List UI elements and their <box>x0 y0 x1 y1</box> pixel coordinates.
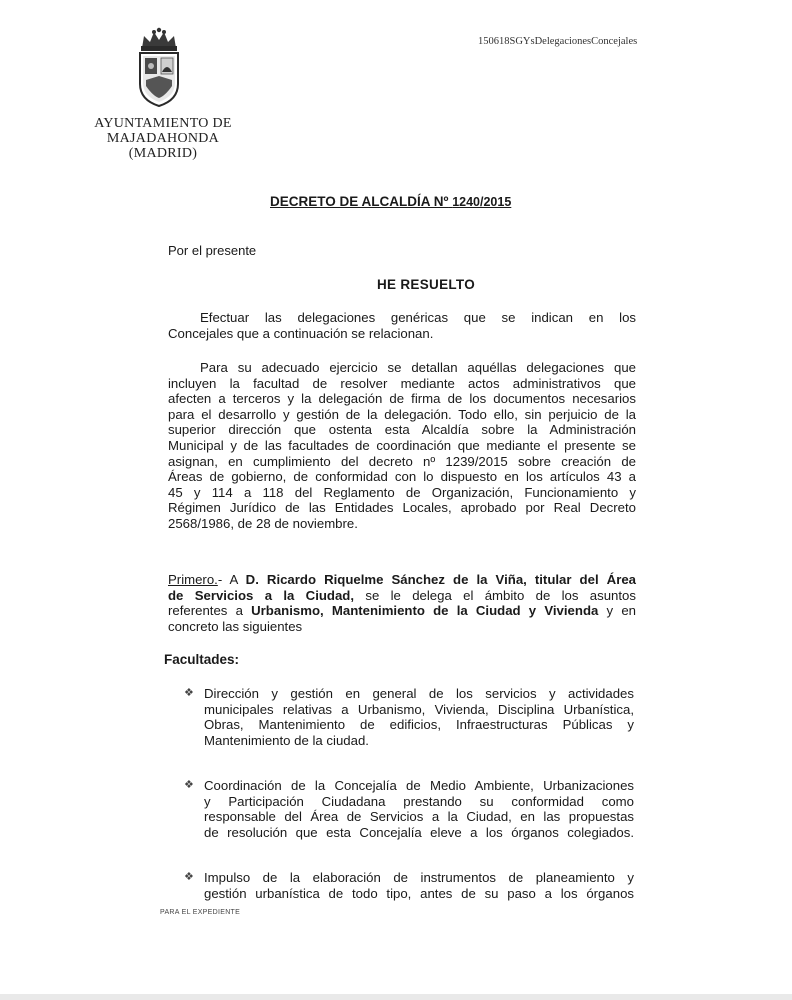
paragraph-primero <box>168 572 636 634</box>
primero-text: y en <box>598 603 637 619</box>
bullet-diamond-icon: ❖ <box>184 871 194 883</box>
primero-text: referentes a <box>168 603 252 619</box>
paragraph-line: Concejales que a continuación se relacionan. <box>168 325 434 341</box>
coat-of-arms-icon <box>134 26 184 108</box>
list-item-line: Mantenimiento de la ciudad. <box>204 732 369 748</box>
paragraph-line: 2568/1986, de 28 de noviembre. <box>168 515 358 531</box>
paragraph-line: Municipal y de las facultades de coordinación que mediante el presente se <box>168 437 636 453</box>
list-item-line: Obras, Mantenimiento de edificios, Infraestructuras Públicas y <box>204 717 634 733</box>
bullet-diamond-icon: ❖ <box>184 687 194 699</box>
list-item-line: gestión urbanística de todo tipo, antes de su paso a los órganos <box>204 885 634 901</box>
bullet-diamond-icon: ❖ <box>184 779 194 791</box>
intro-text: Por el presente <box>168 243 257 258</box>
paragraph-line: Régimen Jurídico de las Entidades Locales, aprobado por Real Decreto <box>168 500 636 516</box>
decree-title <box>270 194 511 209</box>
resolution-heading: HE RESUELTO <box>376 277 476 292</box>
expediente-stamp: PARA EL EXPEDIENTE <box>160 909 241 916</box>
page-bottom-edge <box>0 994 792 1000</box>
list-item-line: de resolución que esta Concejalía eleve a los órganos colegiados. <box>204 824 634 840</box>
paragraph-line <box>168 603 636 619</box>
paragraph-exercise <box>168 360 636 532</box>
paragraph-line: concreto las siguientes <box>168 618 303 634</box>
paragraph-line: Para su adecuado ejercicio se detallan aquéllas delegaciones que <box>200 360 636 375</box>
paragraph-line: incluyen la facultad de resolver mediante actos administrativos que <box>168 375 636 391</box>
paragraph-line: asignan, en cumplimiento del decreto nº 1239/2015 sobre creación de <box>168 453 636 469</box>
org-line-3: (MADRID) <box>128 146 198 161</box>
document-reference: 150618SGYsDelegacionesConcejales <box>478 36 638 47</box>
list-item-line: Dirección y gestión en general de los servicios y actividades <box>204 686 634 701</box>
facultades-heading: Facultades: <box>164 652 240 667</box>
paragraph-delegations <box>168 310 636 341</box>
list-item-line: responsable del Área de Servicios a la Ciudad, en las propuestas <box>204 809 634 825</box>
list-item <box>184 686 634 748</box>
paragraph-line <box>168 572 636 588</box>
primero-area: de Servicios a la Ciudad, <box>168 587 355 603</box>
primero-name-role: D. Ricardo Riquelme Sánchez de la Viña, titular del Área <box>245 572 636 587</box>
list-item-line: Coordinación de la Concejalía de Medio Ambiente, Urbanizaciones <box>204 778 634 793</box>
list-item-line: municipales relativas a Urbanismo, Vivienda, Disciplina Urbanística, <box>204 701 634 717</box>
primero-label: Primero. <box>168 572 218 587</box>
list-item <box>184 778 634 840</box>
primero-matters: Urbanismo, Mantenimiento de la Ciudad y Vivienda <box>251 603 599 619</box>
primero-text: se le delega el ámbito de los asuntos <box>354 587 636 603</box>
paragraph-line <box>168 588 636 604</box>
list-item-line: y Participación Ciudadana prestando su conformidad como <box>204 793 634 809</box>
organization-name <box>88 116 238 161</box>
paragraph-line: superior dirección que ostenta esta Alcaldía sobre la Administración <box>168 422 636 438</box>
org-line-1: AYUNTAMIENTO DE <box>94 116 232 131</box>
list-item <box>184 870 634 901</box>
primero-a: - A <box>217 572 246 587</box>
paragraph-line: 45 y 114 a 118 del Reglamento de Organización, Funcionamiento y <box>168 484 636 500</box>
list-item-line: Impulso de la elaboración de instrumentos de planeamiento y <box>204 870 634 885</box>
paragraph-line: Áreas de gobierno, de conformidad con lo dispuesto en los artículos 43 a <box>168 469 636 485</box>
decree-title-text: DECRETO DE ALCALDÍA Nº <box>270 194 449 209</box>
decree-number: 1240/2015 <box>452 195 512 209</box>
paragraph-line: Efectuar las delegaciones genéricas que se indican en los <box>200 310 636 325</box>
org-line-2: MAJADAHONDA <box>106 131 220 146</box>
paragraph-line: para el desarrollo y gestión de la delegación. Todo ello, sin perjuicio de la <box>168 406 636 422</box>
paragraph-line: afecten a terceros y la delegación de firma de los documentos necesarios <box>168 391 636 407</box>
